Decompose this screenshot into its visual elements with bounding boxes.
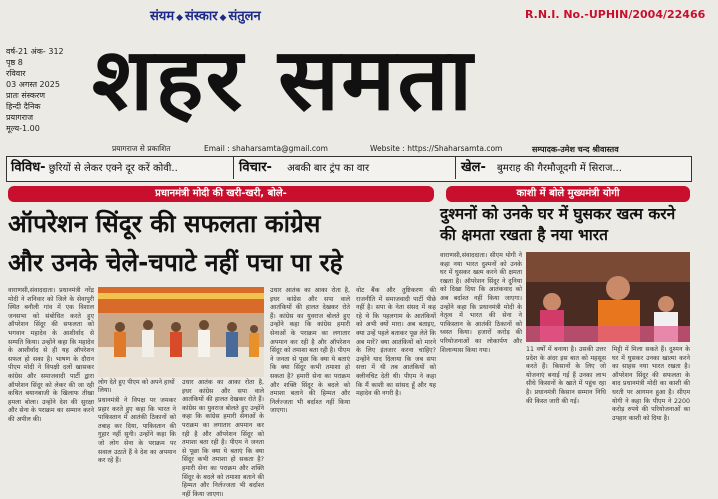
section-khel[interactable] <box>461 157 689 179</box>
yogi-photo <box>526 252 690 342</box>
second-headline[interactable]: दुश्मनों को उनके घर में घुसकर खत्म करने की क्षमता रखता है नया भारत <box>440 205 676 244</box>
meta-line: प्रयागराज <box>6 113 34 122</box>
meta-line: वर्ष-21 अंक- 312 <box>6 47 64 56</box>
story-column: उधार आतंक का आका रोता है, इधर कांग्रेस और सपा वाले आतंकियों की हालत देखकर रोते हैं। कांग्रेस का युवराज बोलते हुए उन्होंने कहा कि कांग्रेस हमारी सेनाओं के पराक्रम का लगातार अपमान कर रही है और ऑपरेशन सिंदूर को तमाशा बता रही है। पीएम ने जनता से पूछा कि क्या ये बताएं कि क्या सिंदूर कभी तमाशा हो सकता है? हमारी सेना का पराक्रम और शक्ति सिंदूर के बदले को तमाशा बताने की हिम्मत और निर्लज्जता भी बर्दाश्त नहीं किया जाएगा। <box>270 287 350 415</box>
meta-line: प्रातः संस्करण <box>6 91 46 100</box>
story-column: वोट बैंक और तुष्टिकरण की राजनीति में समाजवादी पार्टी पीछे नहीं है। सपा के नेता संसद में कह रहे थे कि पहलगाम के आतंकियों को अभी क्यों मारा। अब बताइए, क्या उन्हें पहले बताकर पूछ लेते कि अब मारें? क्या आतंकियों को मारने के लिए इंतजार करना चाहिए? उन्होंने याद दिलाया कि जब सपा सत्ता में थी तब आतंकियों को क्लीनचिट देती थी। पीएम ने कहा कि मैं काशी का सांसद हूँ और यह महादेव की नगरी है। <box>356 287 436 398</box>
kicker-left: प्रधानमंत्री मोदी की खरी-खरी, बोले- <box>8 186 434 202</box>
headline-line: और उनके चेले-चपाटे नहीं पचा पा रहे <box>8 248 343 277</box>
rally-photo-graphic <box>98 287 264 377</box>
meta-line: रविवार <box>6 69 26 78</box>
meta-line: पृष्ठ 8 <box>6 58 23 67</box>
lead-headline[interactable] <box>8 204 434 282</box>
meta-line: हिन्दी दैनिक <box>6 102 41 111</box>
yogi-photo-graphic <box>526 252 690 342</box>
divider <box>455 157 456 179</box>
rni-number: R.N.I. No.-UPHIN/2004/22466 <box>525 8 706 21</box>
section-teaser: अबकी बार ट्रंप का वार <box>287 163 370 174</box>
section-label: खेल- <box>461 160 486 175</box>
headline-line: ऑपरेशन सिंदूर की सफलता कांग्रेस <box>8 209 321 238</box>
story-column: वाराणसी,संवाददाता। प्रधानमंत्री नरेंद्र मोदी ने शनिवार को जिले के सेवापुरी स्थित बनौली गांव में एक विशाल जनसभा को संबोधित करते हुए ऑपरेशन सिंदूर की सफलता को भगवान महादेव के आशीर्वाद से सम्पति किया। उन्होंने कहा कि महादेव के आशीर्वाद से ही यह ऑपरेशन सफल हो सका है। भाषण के दौरान पीएम मोदी ने विपक्षी दलों खासकर कांग्रेस और समाजवादी पार्टी द्वारा ऑपरेशन सिंदूर को लेकर की जा रही कथित बयानबाजी के खिलाफ तीखा हमला बोला। उन्होंने देश की सुरक्षा और सेना के पराक्रम का सम्मान करने की अपील की। <box>8 287 94 423</box>
section-teaser: छुरियों से लेकर एक्ने दूर करें कोवी.. <box>48 163 178 174</box>
email-link[interactable]: Email : shaharsamta@gmail.com <box>204 144 328 153</box>
story-column: उधार आतंक का आका रोता है, इधर कांग्रेस और सपा वाले आतंकियों की हालत देखकर रोते हैं। कांग्रेस का युवराज बोलते हुए उन्होंने कहा कि कांग्रेस हमारी सेनाओं के पराक्रम का लगातार अपमान कर रही है और ऑपरेशन सिंदूर को तमाशा बता रही है। पीएम ने जनता से पूछा कि क्या ये बताएं कि क्या सिंदूर कभी तमाशा हो सकता है? हमारी सेना का पराक्रम और शक्ति सिंदूर के बदले को तमाशा बताने की हिम्मत और निर्लज्जता भी बर्दाश्त नहीं किया जाएगा। <box>182 379 264 498</box>
section-strip <box>6 156 692 182</box>
modi-rally-photo <box>98 287 264 377</box>
section-label: विविध- <box>11 160 46 175</box>
story-column: वाराणसी,संवाददाता। सीएम योगी ने कहा नया भारत दुश्मनों को उनके घर में घुसकर खत्म करने की क्षमता रखता है। ऑपरेशन सिंदूर ने दुनिया को दिखा दिया कि आतंकवाद को अब बर्दाश्त नहीं किया जाएगा। उन्होंने कहा कि प्रधानमंत्री मोदी के नेतृत्व में भारत की सेना ने पाकिस्तान के आतंकी ठिकानों को ध्वस्त किया। हजारों करोड़ की परियोजनाओं का लोकार्पण और शिलान्यास किया गया। <box>440 252 522 354</box>
meta-line: मूल्य-1.00 <box>6 124 40 133</box>
section-label: विचार- <box>239 160 272 175</box>
photo-caption: लोग देते हुए पीएम को अपने हाथों लिया। <box>98 379 175 394</box>
story-column: 11 वर्षों में बनाया है। उसकी उत्तर प्रदेश के अंदर इस बात को महसूस करते हैं। किसानों के लिए जो योजनाएं बनाई गई हैं उनका लाभ सीधे किसानों के खाते में पहुंच रहा है। प्रधानमंत्री किसान सम्मान निधि की किस्त जारी की गई। <box>526 346 606 405</box>
tagline-word: संस्कार <box>185 9 218 24</box>
story-column: प्रधानमंत्री ने विपक्ष पर जमकर प्रहार करते हुए कहा कि भारत ने पाकिस्तान में आतंकी ठिकानों को तबाह कर दिया, पाकिस्तान की गुहार नहीं सुनी। उन्होंने कहा कि जो लोग सेना के पराक्रम पर सवाल उठाते हैं वे देश का अपमान कर रहे हैं। <box>98 397 176 465</box>
tagline <box>150 6 261 24</box>
section-vichar[interactable] <box>239 157 449 179</box>
section-vividh[interactable] <box>11 157 229 179</box>
diamond-icon: ◆ <box>176 13 184 23</box>
story-column: मिट्टी में मिला सकते हैं। दुश्मन के घर में घुसकर उनका खात्मा करने का साहस नया भारत रखता है। ऑपरेशन सिंदूर की सफलता के बाद प्रधानमंत्री मोदी का काशी की धरती पर आगमन हुआ है। सीएम योगी ने कहा कि पीएम ने 2200 करोड़ रुपये की परियोजनाओं का उपहार काशी को दिया है। <box>612 346 690 422</box>
divider <box>233 157 234 179</box>
section-teaser: बुमराह की गैरमौजूदगी में सिराज... <box>497 163 622 174</box>
kicker-right: काशी में बोले मुख्यमंत्री योगी <box>446 186 690 202</box>
editor-name: सम्पादक-उमेश चन्द श्रीवास्तव <box>532 145 619 154</box>
newspaper-masthead: शहर समता <box>92 30 475 130</box>
tagline-word: संयम <box>150 9 175 24</box>
website-link[interactable]: Website : https://Shaharsamta.com <box>370 144 503 153</box>
meta-line: 03 अगस्त 2025 <box>6 80 60 89</box>
edition-meta <box>6 46 94 134</box>
published-from: प्रयागराज से प्रकाशित <box>112 144 171 153</box>
diamond-icon: ◆ <box>219 13 227 23</box>
tagline-word: संतुलन <box>228 9 261 24</box>
